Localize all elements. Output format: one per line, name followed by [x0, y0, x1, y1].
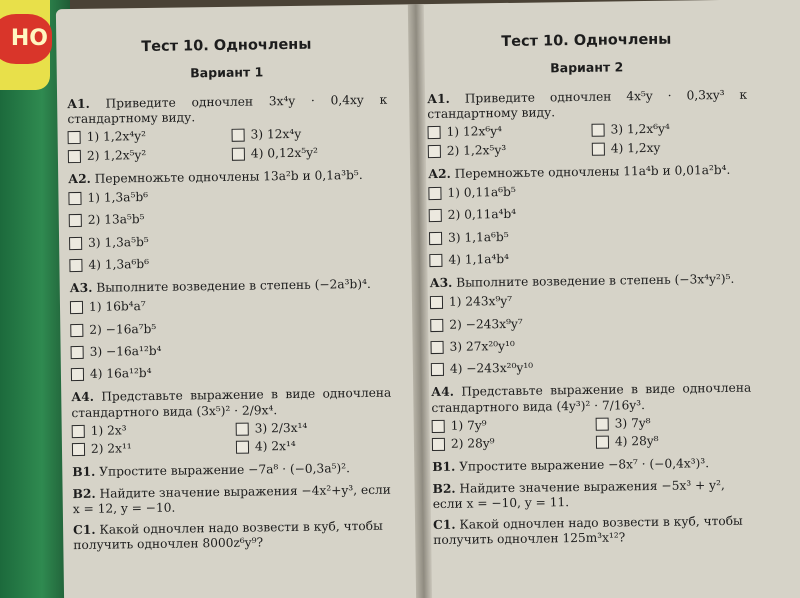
checkbox[interactable]	[428, 145, 441, 158]
question-number: А3.	[429, 275, 453, 291]
option-label: 2) 28y⁹	[450, 436, 495, 451]
option-label: 1) 1,3a⁵b⁶	[87, 189, 149, 205]
checkbox[interactable]	[430, 296, 443, 309]
checkbox[interactable]	[432, 420, 445, 433]
options-a1	[68, 126, 388, 164]
book-spread	[56, 0, 800, 598]
question-a4	[71, 386, 391, 421]
checkbox[interactable]	[69, 214, 82, 227]
question-c1	[433, 514, 753, 549]
checkbox[interactable]	[232, 147, 245, 160]
option[interactable]	[430, 335, 750, 355]
question-text: Упростите выражение −7a⁸ · (−0,3a⁵)².	[99, 461, 351, 479]
option-label: 3) 1,1a⁶b⁵	[447, 229, 509, 245]
question-text: Представьте выражение в виде одночлена стандартного вида (4y³)² · 7/16y³.	[431, 380, 752, 415]
checkbox[interactable]	[70, 301, 83, 314]
option-label: 3) 2/3x¹⁴	[254, 420, 308, 436]
checkbox[interactable]	[428, 126, 441, 139]
checkbox[interactable]	[72, 443, 85, 456]
test-title: Тест 10. Одночлены	[141, 36, 312, 56]
option[interactable]	[68, 128, 224, 145]
option-label: 2) −16a⁷b⁵	[89, 321, 157, 337]
question-text: Упростите выражение −8x⁷ · (−0,4x³)³.	[459, 456, 710, 474]
question-number: А1.	[427, 91, 450, 106]
option-label: 4) 1,2xy	[610, 140, 661, 156]
checkbox[interactable]	[236, 441, 249, 454]
option[interactable]	[72, 422, 228, 439]
option-label: 2) 2x¹¹	[90, 441, 132, 456]
option[interactable]	[430, 291, 750, 311]
options-a3	[70, 296, 391, 382]
option-label: 2) 1,2x⁵y²	[86, 147, 147, 163]
test-title: Тест 10. Одночлены	[501, 31, 672, 51]
question-text: Приведите одночлен 3x⁴y · 0,4xy к стандартному виду.	[67, 92, 388, 127]
checkbox[interactable]	[429, 232, 442, 245]
option[interactable]	[592, 139, 748, 156]
option[interactable]	[72, 440, 228, 457]
option[interactable]	[70, 296, 390, 316]
option-label: 3) 1,2x⁶y⁴	[610, 121, 670, 137]
option-label: 1) 243x⁹y⁷	[448, 294, 513, 310]
option[interactable]	[71, 363, 391, 383]
option[interactable]	[70, 318, 390, 338]
question-text: Приведите одночлен 4x⁵y · 0,3xy³ к стандартному виду.	[427, 87, 748, 122]
option-label: 1) 16b⁴a⁷	[88, 299, 146, 315]
options-a1	[428, 121, 748, 159]
checkbox[interactable]	[592, 124, 605, 137]
question-a1	[67, 92, 387, 127]
question-text: Какой одночлен надо возвести в куб, чтобы получить одночлен 125m³x¹²?	[433, 513, 743, 548]
option[interactable]	[69, 253, 389, 273]
option[interactable]	[591, 121, 747, 138]
option[interactable]	[596, 414, 752, 431]
right-page	[426, 30, 754, 594]
checkbox[interactable]	[232, 129, 245, 142]
option-label: 2) 13a⁵b⁵	[87, 212, 145, 228]
question-b1	[72, 461, 392, 481]
checkbox[interactable]	[431, 341, 444, 354]
options-a3	[430, 291, 751, 377]
checkbox[interactable]	[69, 259, 82, 272]
question-number: А3.	[69, 280, 93, 296]
option[interactable]	[232, 144, 388, 161]
option[interactable]	[596, 433, 752, 450]
option[interactable]	[431, 358, 751, 378]
checkbox[interactable]	[592, 142, 605, 155]
checkbox[interactable]	[596, 417, 609, 430]
question-a1	[427, 87, 747, 122]
checkbox[interactable]	[70, 324, 83, 337]
option-label: 3) 7y⁸	[614, 415, 651, 431]
checkbox[interactable]	[71, 346, 84, 359]
option-label: 1) 0,11a⁶b⁵	[447, 184, 516, 200]
question-number: В2.	[72, 486, 96, 501]
options-a4	[432, 414, 752, 452]
question-a4	[431, 381, 751, 416]
option-label: 3) 1,3a⁵b⁵	[88, 234, 149, 250]
question-number: В2.	[432, 481, 456, 496]
question-text: Представьте выражение в виде одночлена стандартного вида (3x⁵)² · 2/9x⁴.	[71, 385, 392, 420]
option-label: 4) 1,1a⁴b⁴	[448, 251, 510, 267]
option-label: 1) 7y⁹	[450, 418, 487, 433]
question-text: Найдите значение выражения −4x²+y³, если x = 12, y = −10.	[72, 482, 391, 516]
option[interactable]	[69, 209, 389, 229]
option[interactable]	[432, 435, 588, 452]
checkbox[interactable]	[428, 187, 441, 200]
question-number: А4.	[71, 390, 95, 405]
checkbox[interactable]	[429, 209, 442, 222]
question-number: С1.	[432, 517, 456, 533]
option-label: 3) 27x²⁰y¹⁰	[449, 338, 515, 354]
checkbox[interactable]	[68, 131, 81, 144]
checkbox[interactable]	[431, 363, 444, 376]
option[interactable]	[428, 182, 748, 202]
question-number: А2.	[428, 166, 451, 181]
option-label: 3) −16a¹²b⁴	[89, 343, 162, 359]
checkbox[interactable]	[596, 436, 609, 449]
option-label: 4) 28y⁸	[614, 433, 659, 449]
variant-title: Вариант 2	[550, 59, 624, 76]
checkbox[interactable]	[432, 438, 445, 451]
options-a2	[68, 187, 389, 273]
option-label: 2) −243x⁹y⁷	[449, 316, 523, 332]
option[interactable]	[432, 417, 588, 434]
red-badge: НО	[0, 14, 52, 64]
option[interactable]	[68, 187, 388, 207]
option-label: 3) 12x⁴y	[250, 127, 302, 142]
question-a3	[430, 272, 750, 292]
checkbox[interactable]	[69, 237, 82, 250]
option[interactable]	[428, 141, 584, 158]
checkbox[interactable]	[236, 422, 249, 435]
question-b1	[432, 456, 752, 476]
option[interactable]	[429, 226, 749, 246]
checkbox[interactable]	[429, 254, 442, 267]
option[interactable]	[68, 146, 224, 163]
option-label: 1) 2x³	[90, 423, 127, 438]
option-label: 4) 1,3a⁶b⁶	[88, 256, 150, 272]
question-text: Выполните возведение в степень (−2a³b)⁴.	[96, 276, 371, 295]
question-text: Перемножьте одночлены 11a⁴b и 0,01a²b⁴.	[454, 162, 731, 181]
question-number: А2.	[68, 171, 91, 186]
question-b2	[432, 477, 752, 512]
option[interactable]	[232, 126, 388, 143]
checkbox[interactable]	[430, 319, 443, 332]
checkbox[interactable]	[68, 192, 81, 205]
options-a2	[428, 182, 749, 268]
question-text: Какой одночлен надо возвести в куб, чтобы получить одночлен 8000z⁶y⁹?	[73, 518, 383, 553]
option[interactable]	[236, 419, 392, 436]
question-number: С1.	[73, 522, 96, 538]
option-label: 4) −243x²⁰y¹⁰	[449, 360, 534, 376]
option[interactable]	[429, 204, 749, 224]
checkbox[interactable]	[71, 368, 84, 381]
question-b2	[73, 482, 393, 517]
option[interactable]	[428, 123, 584, 140]
option[interactable]	[69, 231, 389, 251]
option-label: 2) 1,2x⁵y³	[446, 142, 507, 158]
question-a3	[70, 277, 390, 297]
option-label: 2) 0,11a⁴b⁴	[447, 207, 517, 223]
left-page	[66, 35, 394, 598]
option-label: 4) 2x¹⁴	[254, 438, 296, 454]
checkbox[interactable]	[68, 150, 81, 163]
option-label: 4) 16a¹²b⁴	[89, 365, 152, 381]
option-label: 1) 12x⁶y⁴	[446, 124, 503, 140]
option[interactable]	[71, 340, 391, 360]
option-label: 4) 0,12x⁵y²	[250, 145, 319, 161]
checkbox[interactable]	[72, 425, 85, 438]
options-a4	[72, 419, 392, 457]
question-text: Найдите значение выражения −5x³ + y², если x = −10, y = 11.	[432, 477, 725, 511]
question-a2	[428, 162, 748, 182]
question-c1	[73, 519, 393, 554]
question-a2	[68, 167, 388, 187]
question-number: В1.	[72, 465, 96, 480]
question-text: Выполните возведение в степень (−3x⁴y²)⁵.	[456, 271, 735, 290]
option-label: 1) 1,2x⁴y²	[86, 129, 147, 145]
option[interactable]	[429, 248, 749, 268]
question-number: А1.	[67, 96, 90, 111]
question-number: В1.	[432, 459, 456, 475]
option[interactable]	[430, 313, 750, 333]
question-number: А4.	[431, 384, 454, 400]
question-text: Перемножьте одночлены 13a²b и 0,1a³b⁵.	[94, 167, 363, 186]
variant-title: Вариант 1	[190, 64, 264, 81]
option[interactable]	[236, 438, 392, 455]
